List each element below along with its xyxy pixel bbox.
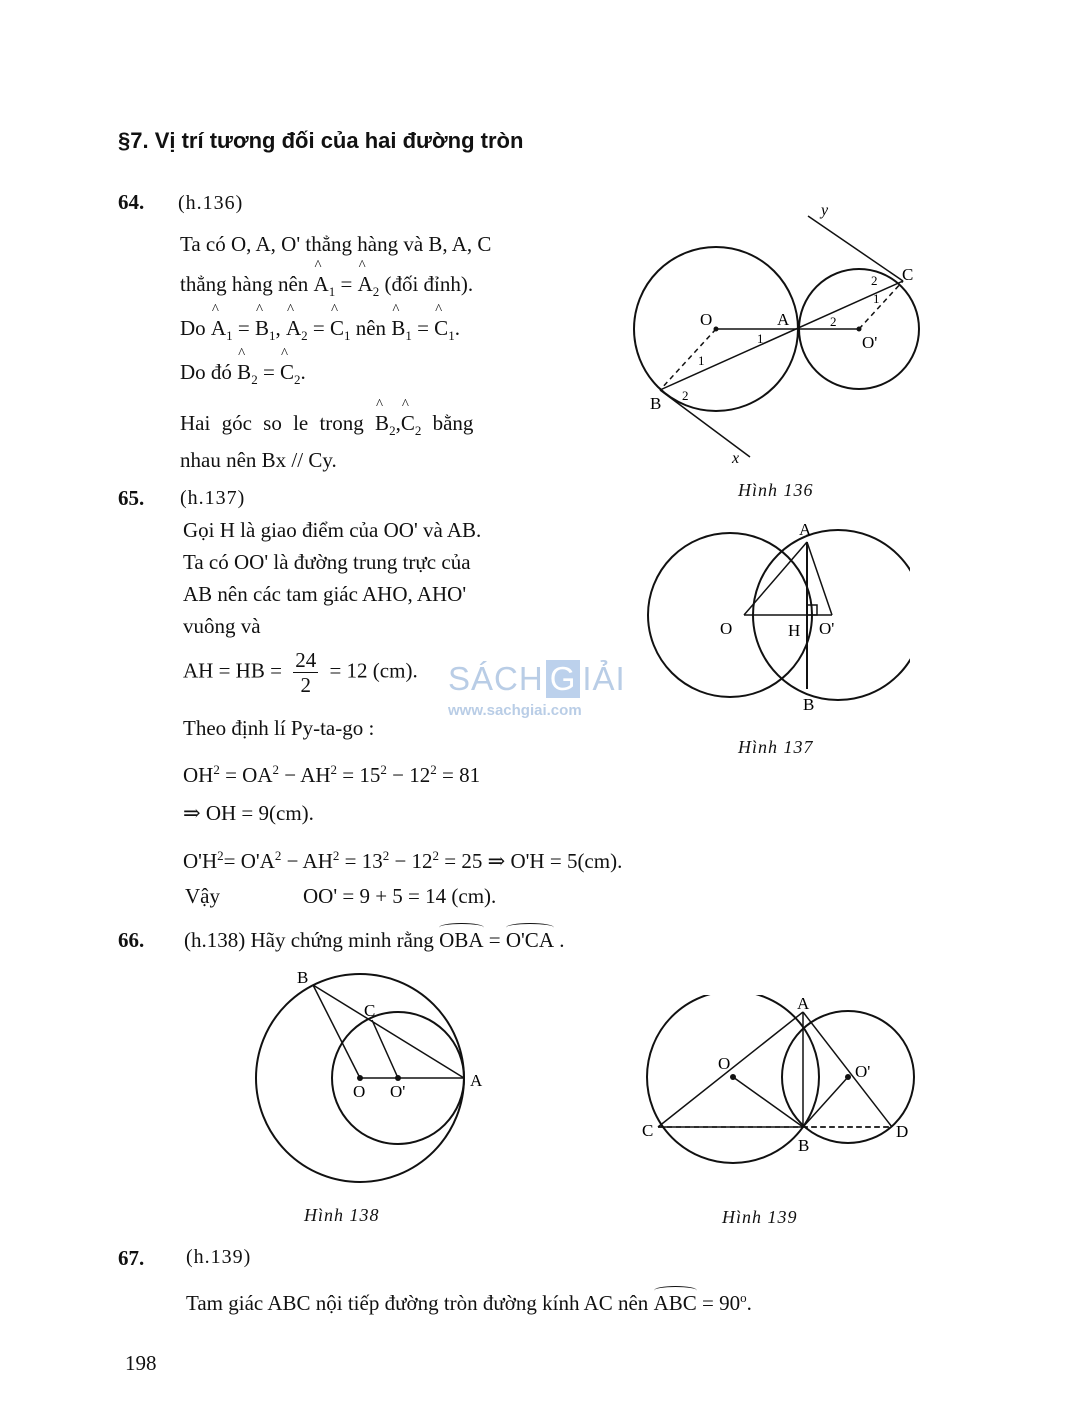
h137-label-o: O [720, 619, 733, 638]
section-title: §7. Vị trí tương đối của hai đường tròn [118, 128, 524, 153]
figure-136 [620, 195, 930, 505]
h136-point-o2 [857, 327, 862, 332]
h138-label-c: C [364, 1001, 376, 1020]
caption-136: Hình 136 [738, 480, 814, 500]
h136-line-bx [660, 390, 750, 457]
h136-label-o: O [700, 310, 713, 329]
h136-line-cy [808, 216, 903, 281]
p65-line-5: AH = HB = $\frac{24}{2}$ = 12 (cm). [183, 648, 418, 698]
h136-label-b: B [650, 394, 662, 413]
h136-label-y: y [821, 202, 829, 219]
h137-label-a: A [799, 520, 812, 539]
h136-label-a: A [777, 310, 790, 329]
p67-line-1: Tam giác ABC nội tiếp đường tròn đường kính AC nên ABC = $90^o$. [186, 1290, 752, 1315]
h136-line-o2c [859, 281, 903, 329]
caption-138: Hình 138 [304, 1205, 380, 1225]
caption-139: Hình 139 [722, 1207, 798, 1227]
p64-line-2: thẳng hàng nên ^ $A_1$ = ^ $A_2$ (đối đỉnh). [180, 272, 473, 300]
h136-angle-c2: 2 [871, 273, 878, 288]
h136-label-c: C [902, 265, 914, 284]
h138-label-o: O [353, 1082, 366, 1101]
figure-137 [640, 515, 910, 715]
h136-angle-c1: 1 [873, 291, 880, 306]
h139-label-a: A [797, 995, 810, 1013]
h136-angle-b2: 2 [682, 388, 689, 403]
p65-line-4: vuông và [183, 614, 261, 638]
h138-label-b: B [297, 968, 309, 987]
p65-line-9: $O'H^2= O'A^2 - AH^2 = 13^2 - 12^2 = 25$ ⇒ O'H = 5(cm). [183, 848, 623, 873]
watermark-logo: SÁCH G IẢI [448, 660, 626, 697]
problem-65-number: 65. [118, 486, 145, 510]
h139-label-o: O [718, 1054, 731, 1073]
h138-label-o2: O' [390, 1082, 406, 1101]
h139-line-ad [803, 1012, 892, 1127]
h139-label-c: C [642, 1121, 654, 1140]
p65-line-7: $OH^2 = OA^2 - AH^2 = 15^2 - 12^2 = 81$ [183, 762, 481, 787]
problem-65-ref: (h.137) [180, 487, 246, 509]
p65-line-8: ⇒ OH = 9(cm). [183, 801, 314, 825]
page-number: 198 [125, 1351, 157, 1375]
problem-64-number: 64. [118, 190, 145, 214]
p64-line-6: nhau nên Bx // Cy. [180, 448, 337, 472]
h138-point-o [357, 1075, 363, 1081]
h136-label-o2: O' [862, 333, 878, 352]
p65-line-10b: OO' = 9 + 5 = 14 (cm). [303, 884, 497, 908]
p64-line-3: Do ^ $A_1$ = ^ $B_1$, ^ $A_2$ = ^ $C_1$ nên ^ $B_1$ = ^ $C_1$. [180, 316, 460, 344]
h137-label-o2: O' [819, 619, 835, 638]
p65-line-6: Theo định lí Py-ta-go : [183, 716, 375, 740]
h138-label-a: A [470, 1071, 483, 1090]
h139-label-d: D [896, 1122, 909, 1141]
h139-line-ca [658, 1012, 803, 1127]
h137-line-oa [744, 542, 807, 615]
h139-label-o2: O' [855, 1062, 871, 1081]
h139-line-o2b [803, 1077, 848, 1127]
p64-line-1: Ta có O, A, O' thẳng hàng và B, A, C [180, 232, 492, 256]
watermark-url: www.sachgiai.com [448, 702, 582, 719]
p65-line-10a: Vậy [185, 884, 220, 908]
figure-138 [240, 965, 500, 1205]
h136-angle-a2: 2 [830, 314, 837, 329]
h138-line-ba [313, 985, 464, 1078]
h137-label-b: B [803, 695, 815, 714]
h136-label-x: x [732, 450, 740, 467]
h139-line-ob [733, 1077, 803, 1127]
p65-line-1: Gọi H là giao điểm của OO' và AB. [183, 518, 482, 542]
caption-137: Hình 137 [738, 737, 814, 757]
h139-point-o2 [845, 1074, 851, 1080]
problem-67-ref: (h.139) [186, 1246, 252, 1268]
h139-label-b: B [798, 1136, 810, 1155]
p64-line-4: Do đó ^ $B_2$ = ^ $C_2$. [180, 360, 306, 388]
p66-line-1: (h.138) Hãy chứng minh rằng OBA = O'CA . [184, 928, 565, 952]
h138-point-o2 [395, 1075, 401, 1081]
problem-64-ref: (h.136) [178, 192, 244, 214]
figure-139 [630, 995, 920, 1165]
h136-line-ob [660, 329, 716, 390]
watermark [448, 660, 638, 760]
p64-line-5: Hai góc so le trong ^ $B_2,\^{}$ $C_2$ bằng [180, 411, 473, 439]
fraction-24-2: $\frac{24}{2}$ [295, 648, 317, 698]
p65-line-3: AB nên các tam giác AHO, AHO' [183, 582, 467, 606]
p65-line-2: Ta có OO' là đường trung trực của [183, 550, 471, 574]
problem-67-number: 67. [118, 1246, 145, 1270]
h139-point-o [730, 1074, 736, 1080]
problem-66-number: 66. [118, 928, 145, 952]
h136-point-o [714, 327, 719, 332]
h137-label-h: H [788, 621, 801, 640]
h136-angle-b1: 1 [698, 353, 705, 368]
h136-angle-a1: 1 [757, 331, 764, 346]
